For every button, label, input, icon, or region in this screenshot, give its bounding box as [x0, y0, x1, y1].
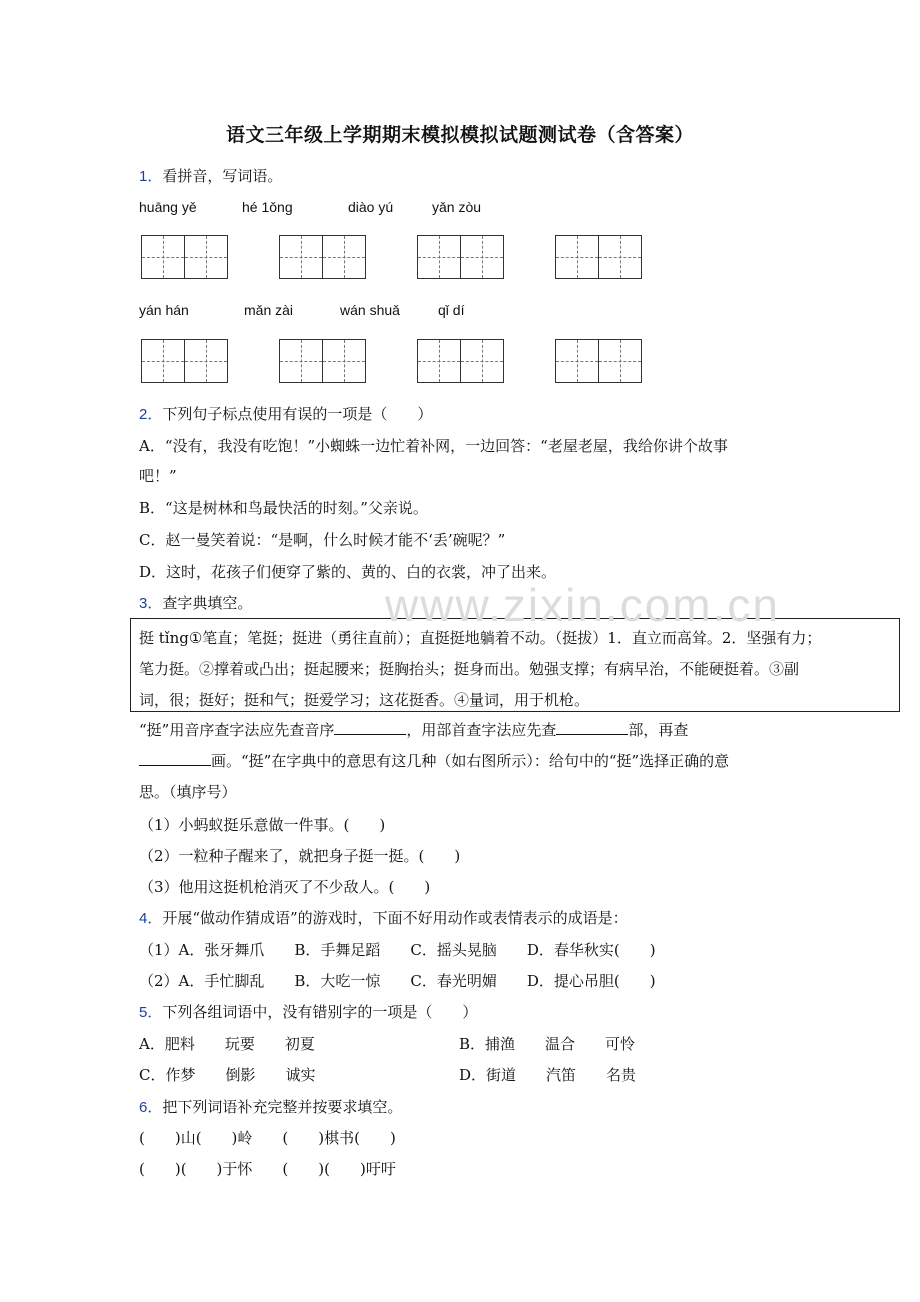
pinyin: huāng yě [139, 199, 197, 215]
idiom-row-2: （2）A．手忙脚乱 B．大吃一惊 C．春光明媚 D．提心吊胆( ) [139, 972, 656, 990]
writing-grid[interactable] [279, 235, 365, 279]
writing-grid[interactable] [141, 339, 227, 383]
question-text: 下列各组词语中，没有错别字的一项是（ ） [162, 1003, 478, 1021]
pinyin: yán hán [139, 302, 189, 318]
option-b: B．捕渔 温合 可怜 [459, 1035, 636, 1053]
option-a-line2: 吧！” [139, 467, 177, 485]
idiom-fill-2: ( )( )于怀 ( )( )吁吁 [139, 1160, 396, 1178]
idiom-fill-1: ( )山( )岭 ( )棋书( ) [139, 1129, 396, 1147]
option-a-line1: A．“没有，我没有吃饱！”小蜘蛛一边忙着补网，一边回答：“老屋老屋，我给你讲个故事 [139, 437, 728, 455]
answer-blank[interactable] [139, 751, 211, 766]
option-a: A．肥料 玩要 初夏 [139, 1035, 315, 1053]
option-d: D．这时，花孩子们便穿了紫的、黄的、白的衣裳，冲了出来。 [139, 563, 557, 581]
writing-grid[interactable] [555, 235, 641, 279]
idiom-row-1: （1）A．张牙舞爪 B．手舞足蹈 C．摇头晃脑 D．春华秋实( ) [139, 941, 656, 959]
question-1 [139, 165, 282, 188]
question-2 [139, 403, 432, 426]
question-3 [139, 592, 252, 615]
option-d: D．街道 汽笛 名贵 [459, 1066, 637, 1084]
fill-line-1: “挺”用音序查字法应先查音序 ，用部首查字法应先查 部，再查 [139, 721, 689, 739]
question-4 [139, 907, 628, 930]
writing-grid[interactable] [417, 235, 503, 279]
question-number: 1． [139, 168, 163, 185]
page-title: 语文三年级上学期期末模拟模拟试题测试卷（含答案） [225, 124, 694, 146]
question-text: 看拼音，写词语。 [162, 167, 283, 185]
writing-grid[interactable] [279, 339, 365, 383]
answer-blank[interactable] [556, 720, 628, 735]
fill-line-3: 思。（填序号） [139, 783, 237, 801]
pinyin: qǐ dí [438, 302, 465, 318]
option-c: C．赵一曼笑着说：“是啊，什么时候才能不‘丢’碗呢？” [139, 531, 506, 549]
sentence-1: （1）小蚂蚁挺乐意做一件事。( ) [139, 816, 386, 834]
pinyin: diào yú [348, 199, 394, 215]
option-b: B．“这是树林和鸟最快活的时刻。”父亲说。 [139, 499, 428, 517]
sentence-2: （2）一粒种子醒来了，就把身子挺一挺。( ) [139, 847, 461, 865]
pinyin: yǎn zòu [432, 199, 482, 215]
sentence-3: （3）他用这挺机枪消灭了不少敌人。( ) [139, 878, 431, 896]
question-number: 5． [139, 1004, 163, 1021]
question-text: 把下列词语补充完整并按要求填空。 [162, 1098, 403, 1116]
question-5 [139, 1001, 477, 1024]
question-text: 查字典填空。 [162, 594, 253, 612]
writing-grid[interactable] [555, 339, 641, 383]
question-number: 3． [139, 595, 163, 612]
question-number: 6． [139, 1099, 163, 1116]
answer-blank[interactable] [334, 720, 406, 735]
question-6 [139, 1096, 402, 1119]
fill-line-2: 画。“挺”在字典中的意思有这几种（如右图所示）：给句中的“挺”选择正确的意 [139, 750, 729, 772]
question-number: 2． [139, 406, 163, 423]
watermark: www.zixin.com.cn [385, 579, 780, 631]
option-c: C．作梦 倒影 诚实 [139, 1066, 316, 1084]
dictionary-entry-box [130, 618, 900, 712]
dict-line: 挺 tǐng①笔直；笔挺；挺进（勇往直前）；直挺挺地躺着不动。（挺拔）1．直立而高耸。2．坚强有力； [139, 629, 822, 647]
writing-grid[interactable] [417, 339, 503, 383]
pinyin: hé 1ǒng [242, 199, 293, 215]
dict-line: 笔力挺。②撑着或凸出；挺起腰来；挺胸抬头；挺身而出。勉强支撑；有病早治，不能硬挺着。③副 [139, 660, 800, 678]
question-text: 开展“做动作猜成语”的游戏时，下面不好用动作或表情表示的成语是： [162, 909, 628, 927]
dict-line: 词，很；挺好；挺和气；挺爱学习；这花挺香。④量词，用于机枪。 [139, 691, 590, 709]
pinyin: mǎn zài [244, 302, 294, 318]
pinyin: wán shuǎ [340, 302, 400, 318]
question-text: 下列句子标点使用有误的一项是（ ） [162, 405, 433, 423]
question-number: 4． [139, 910, 163, 927]
writing-grid[interactable] [141, 235, 227, 279]
